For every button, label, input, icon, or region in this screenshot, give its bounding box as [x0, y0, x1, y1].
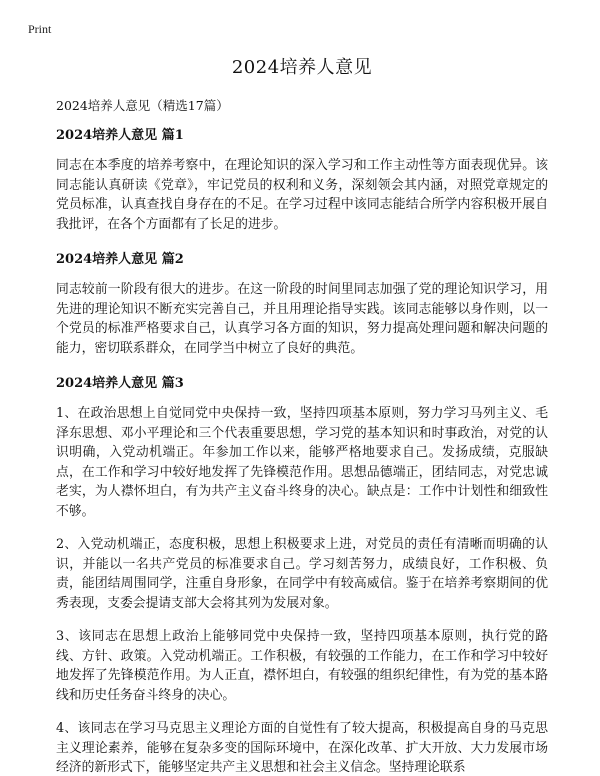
section-1	[56, 126, 548, 234]
section-paragraph: 同志在本季度的培养考察中，在理论知识的深入学习和工作主动性等方面表现优异。该同志能认真研读《党章》，牢记党员的权利和义务，深刻领会其内涵，对照党章规定的党员标准，认真查找自身存在的不足。在学习过程中该同志能结合所学内容积极开展自我批评，在各个方面都有了长足的进步。	[56, 158, 548, 232]
document-title: 2024培养人意见	[231, 57, 373, 78]
section-paragraph: 3、该同志在思想上政治上能够同党中央保持一致，坚持四项基本原则，执行党的路线、方针、政策。入党动机端正。工作积极，有较强的工作能力，在工作和学习中较好地发挥了先锋模范作用。为人正直，襟怀坦白，有较强的组织纪律性，有为党的基本路线和历史任务奋斗终身的决心。	[56, 629, 548, 703]
document-subtitle: 2024培养人意见（精选17篇）	[56, 98, 229, 113]
section-2	[56, 250, 548, 358]
section-paragraph: 1、在政治思想上自觉同党中央保持一致，坚持四项基本原则，努力学习马列主义、毛泽东思想、邓小平理论和三个代表重要思想，学习党的基本知识和时事政治，对党的认识明确，入党动机端正。年参加工作以来，能够严格地要求自己。发扬成绩，克服缺点，在工作和学习中较好地发挥了先锋模范作用。思想品德端正，团结同志，对党忠诚老实，为人襟怀坦白，有为共产主义奋斗终身的决心。缺点是：工作中计划性和细致性不够。	[56, 406, 548, 519]
print-link[interactable]: Print	[28, 22, 52, 36]
section-heading: 2024培养人意见 篇3	[56, 376, 184, 391]
document-body	[56, 50, 548, 776]
section-paragraph: 4、该同志在学习马克思主义理论方面的自觉性有了较大提高，积极提高自身的马克思主义理论素养，能够在复杂多变的国际环境中，在深化改革、扩大开放、大力发展市场经济的新形式下，能够坚定共产主义思想和社会主义信念。坚持理论联系	[56, 721, 548, 775]
section-3	[56, 374, 548, 776]
section-paragraph: 2、入党动机端正，态度积极，思想上积极要求上进，对党员的责任有清晰而明确的认识，并能以一名共产党员的标准要求自己。学习刻苦努力，成绩良好，工作积极、负责，能团结周围同学，注重自身形象，在同学中有较高威信。鉴于在培养考察期间的优秀表现，支委会提请支部大会将其列为发展对象。	[56, 537, 548, 611]
section-heading: 2024培养人意见 篇2	[56, 252, 184, 267]
section-paragraph: 同志较前一阶段有很大的进步。在这一阶段的时间里同志加强了党的理论知识学习，用先进的理论知识不断充实完善自己，并且用理论指导实践。该同志能够以身作则，以一个党员的标准严格要求自己，认真学习各方面的知识，努力提高处理问题和解决问题的能力，密切联系群众，在同学当中树立了良好的典范。	[56, 282, 548, 356]
section-heading: 2024培养人意见 篇1	[56, 128, 184, 143]
